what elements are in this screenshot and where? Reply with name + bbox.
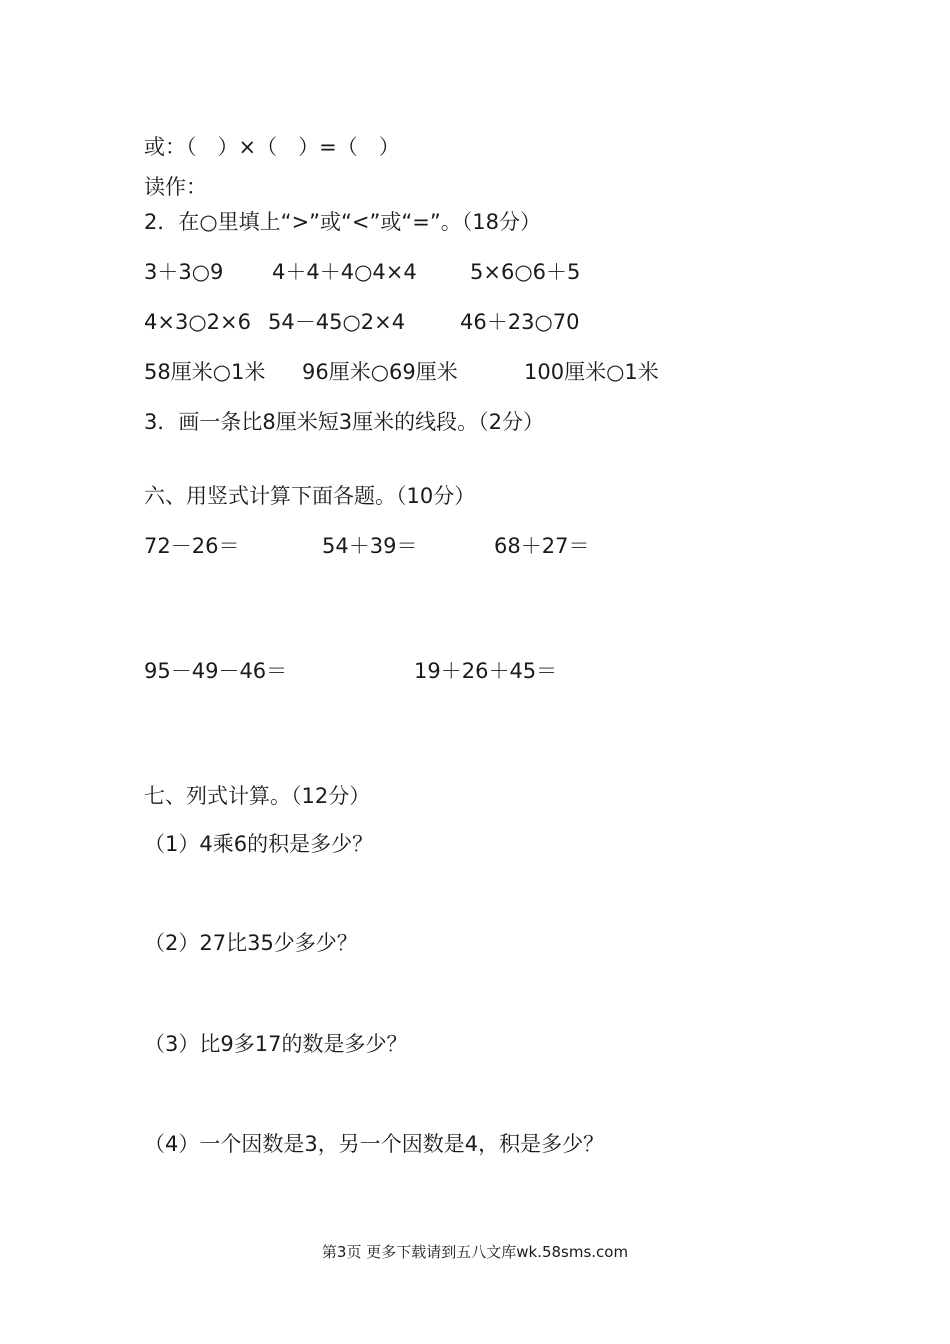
vertical-calc-item: 72－26＝ bbox=[144, 534, 240, 558]
compare-item: 54－45○2×4 bbox=[268, 310, 406, 334]
compare-item: 46＋23○70 bbox=[460, 310, 580, 334]
compare-item: 4＋4＋4○4×4 bbox=[272, 260, 417, 284]
vertical-calc-item: 19＋26＋45＝ bbox=[414, 659, 558, 683]
compare-item: 4×3○2×6 bbox=[144, 310, 251, 334]
or-multiplication-line: 或：（ ）×（ ）=（ ） bbox=[144, 135, 400, 159]
section-6-title: 六、用竖式计算下面各题。（10分） bbox=[144, 484, 476, 508]
compare-item: 5×6○6＋5 bbox=[470, 260, 581, 284]
vertical-calc-item: 54＋39＝ bbox=[322, 534, 418, 558]
compare-item: 96厘米○69厘米 bbox=[302, 360, 458, 384]
page-footer: 第3页 更多下载请到五八文库wk.58sms.com bbox=[321, 1243, 629, 1261]
vertical-calc-item: 68＋27＝ bbox=[494, 534, 590, 558]
vertical-calc-item: 95－49－46＝ bbox=[144, 659, 288, 683]
question-2-title: 2．在○里填上“>”或“<”或“=”。（18分） bbox=[144, 210, 541, 234]
question-3-title: 3．画一条比8厘米短3厘米的线段。（2分） bbox=[144, 410, 544, 434]
read-as-line: 读作： bbox=[144, 175, 207, 199]
word-problem: （4）一个因数是3，另一个因数是4，积是多少？ bbox=[144, 1132, 605, 1156]
compare-item: 100厘米○1米 bbox=[524, 360, 659, 384]
word-problem: （3）比9多17的数是多少？ bbox=[144, 1032, 408, 1056]
word-problem: （2）27比35少多少？ bbox=[144, 931, 358, 955]
word-problem: （1）4乘6的积是多少？ bbox=[144, 832, 374, 856]
compare-item: 58厘米○1米 bbox=[144, 360, 266, 384]
section-7-title: 七、列式计算。（12分） bbox=[144, 784, 371, 808]
compare-item: 3＋3○9 bbox=[144, 260, 224, 284]
